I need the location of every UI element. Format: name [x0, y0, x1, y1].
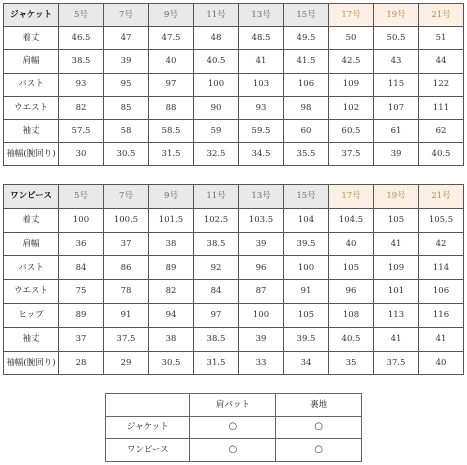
cell: 32.5	[194, 143, 239, 166]
cell: 92	[194, 256, 239, 280]
cell: 122	[419, 73, 464, 96]
table-row	[4, 143, 464, 166]
cell: 84	[59, 256, 104, 280]
cell: 115	[374, 73, 419, 96]
cell: 95	[104, 73, 149, 96]
dress-header-row	[4, 185, 464, 209]
row-label: 肩幅	[4, 50, 59, 73]
cell: 35	[329, 351, 374, 375]
row-label: 着丈	[4, 27, 59, 50]
dress-corner-label: ワンピース	[4, 185, 59, 209]
cell: 91	[104, 303, 149, 327]
cell: 39	[104, 50, 149, 73]
cell: 102.5	[194, 208, 239, 232]
cell: 88	[149, 96, 194, 119]
cell: 51	[419, 27, 464, 50]
jacket-size-table	[3, 3, 464, 166]
row-label: 肩幅	[4, 232, 59, 256]
cell: 30	[59, 143, 104, 166]
cell: 46.5	[59, 27, 104, 50]
cell: 111	[419, 96, 464, 119]
row-label: ウエスト	[4, 96, 59, 119]
cell: 39	[374, 143, 419, 166]
size-header: 9号	[149, 185, 194, 209]
cell: 40.5	[194, 50, 239, 73]
cell: 34.5	[239, 143, 284, 166]
table-row	[4, 50, 464, 73]
cell: 28	[59, 351, 104, 375]
cell: 60	[284, 119, 329, 142]
table-row	[4, 96, 464, 119]
row-label: ワンピース	[106, 439, 190, 462]
cell: 37	[104, 232, 149, 256]
cell: 48.5	[239, 27, 284, 50]
cell: 116	[419, 303, 464, 327]
row-label: ヒップ	[4, 303, 59, 327]
cell: 35.5	[284, 143, 329, 166]
cell: 59.5	[239, 119, 284, 142]
cell: 37.5	[374, 351, 419, 375]
size-header-large: 17号	[329, 185, 374, 209]
cell: 105	[374, 208, 419, 232]
cell: 104	[284, 208, 329, 232]
cell: 96	[329, 280, 374, 304]
table-row	[4, 280, 464, 304]
cell: 102	[329, 96, 374, 119]
size-header-large: 21号	[419, 4, 464, 27]
cell: 84	[194, 280, 239, 304]
cell: 43	[374, 50, 419, 73]
size-header-large: 19号	[374, 4, 419, 27]
cell: 107	[374, 96, 419, 119]
cell: 86	[104, 256, 149, 280]
cell: 37.5	[329, 143, 374, 166]
cell: 41	[374, 232, 419, 256]
cell: 96	[239, 256, 284, 280]
cell: 59	[194, 119, 239, 142]
cell: 93	[59, 73, 104, 96]
cell: 33	[239, 351, 284, 375]
cell: 106	[419, 280, 464, 304]
table-row	[4, 27, 464, 50]
cell: 82	[59, 96, 104, 119]
cell: 109	[329, 73, 374, 96]
size-header: 7号	[104, 4, 149, 27]
cell: 37	[59, 327, 104, 351]
size-header: 5号	[59, 4, 104, 27]
table-row	[4, 208, 464, 232]
features-table	[105, 393, 362, 462]
cell: 40	[149, 50, 194, 73]
cell: 58	[104, 119, 149, 142]
cell: 40	[329, 232, 374, 256]
table-row	[4, 232, 464, 256]
row-label: 袖丈	[4, 119, 59, 142]
cell: 50.5	[374, 27, 419, 50]
table-row	[4, 73, 464, 96]
row-label: 着丈	[4, 208, 59, 232]
cell: 85	[104, 96, 149, 119]
cell: 40.5	[419, 143, 464, 166]
cell: 106	[284, 73, 329, 96]
table-row	[4, 256, 464, 280]
size-header-large: 17号	[329, 4, 374, 27]
cell: 31.5	[194, 351, 239, 375]
cell: 39	[239, 232, 284, 256]
row-label: ジャケット	[106, 416, 190, 439]
table-row	[106, 416, 362, 439]
cell: 40.5	[329, 327, 374, 351]
cell: 113	[374, 303, 419, 327]
row-label: ウエスト	[4, 280, 59, 304]
column-header: 肩パット	[190, 394, 276, 417]
cell: 90	[194, 96, 239, 119]
features-header-row	[106, 394, 362, 417]
cell: 105	[284, 303, 329, 327]
cell: 101.5	[149, 208, 194, 232]
cell: 109	[374, 256, 419, 280]
cell: 39.5	[284, 232, 329, 256]
cell: 37.5	[104, 327, 149, 351]
cell: 29	[104, 351, 149, 375]
size-header: 15号	[284, 185, 329, 209]
cell: 100.5	[104, 208, 149, 232]
cell: 87	[239, 280, 284, 304]
row-label: 袖幅(腕回り)	[4, 351, 59, 375]
cell: 100	[284, 256, 329, 280]
cell: 48	[194, 27, 239, 50]
cell: 89	[149, 256, 194, 280]
cell: 100	[239, 303, 284, 327]
cell: 47	[104, 27, 149, 50]
check-mark: ○	[276, 416, 362, 439]
row-label: バスト	[4, 256, 59, 280]
cell: 108	[329, 303, 374, 327]
check-mark: ○	[276, 439, 362, 462]
features-corner	[106, 394, 190, 417]
row-label: 袖丈	[4, 327, 59, 351]
size-header: 11号	[194, 4, 239, 27]
table-row	[106, 439, 362, 462]
cell: 105.5	[419, 208, 464, 232]
cell: 103.5	[239, 208, 284, 232]
cell: 114	[419, 256, 464, 280]
cell: 41	[374, 327, 419, 351]
cell: 57.5	[59, 119, 104, 142]
row-label: 袖幅(腕回り)	[4, 143, 59, 166]
cell: 91	[284, 280, 329, 304]
jacket-header-row	[4, 4, 464, 27]
size-header: 13号	[239, 4, 284, 27]
cell: 58.5	[149, 119, 194, 142]
cell: 100	[59, 208, 104, 232]
cell: 97	[149, 73, 194, 96]
size-header-large: 19号	[374, 185, 419, 209]
size-header: 15号	[284, 4, 329, 27]
cell: 34	[284, 351, 329, 375]
cell: 62	[419, 119, 464, 142]
cell: 93	[239, 96, 284, 119]
cell: 61	[374, 119, 419, 142]
size-header: 13号	[239, 185, 284, 209]
check-mark: ○	[190, 416, 276, 439]
cell: 105	[329, 256, 374, 280]
size-header: 5号	[59, 185, 104, 209]
table-row	[4, 303, 464, 327]
cell: 40	[419, 351, 464, 375]
cell: 41	[239, 50, 284, 73]
cell: 41.5	[284, 50, 329, 73]
dress-size-table	[3, 184, 464, 375]
cell: 38.5	[194, 327, 239, 351]
jacket-corner-label: ジャケット	[4, 4, 59, 27]
table-row	[4, 119, 464, 142]
cell: 89	[59, 303, 104, 327]
cell: 47.5	[149, 27, 194, 50]
size-header: 9号	[149, 4, 194, 27]
cell: 60.5	[329, 119, 374, 142]
cell: 104.5	[329, 208, 374, 232]
cell: 39.5	[284, 327, 329, 351]
cell: 42.5	[329, 50, 374, 73]
cell: 42	[419, 232, 464, 256]
cell: 38.5	[59, 50, 104, 73]
cell: 30.5	[104, 143, 149, 166]
check-mark: ○	[190, 439, 276, 462]
cell: 44	[419, 50, 464, 73]
cell: 50	[329, 27, 374, 50]
table-row	[4, 351, 464, 375]
cell: 75	[59, 280, 104, 304]
cell: 97	[194, 303, 239, 327]
cell: 36	[59, 232, 104, 256]
cell: 98	[284, 96, 329, 119]
cell: 103	[239, 73, 284, 96]
cell: 39	[239, 327, 284, 351]
size-header: 11号	[194, 185, 239, 209]
cell: 38.5	[194, 232, 239, 256]
cell: 30.5	[149, 351, 194, 375]
column-header: 裏地	[276, 394, 362, 417]
cell: 100	[194, 73, 239, 96]
cell: 94	[149, 303, 194, 327]
cell: 31.5	[149, 143, 194, 166]
size-header-large: 21号	[419, 185, 464, 209]
cell: 41	[419, 327, 464, 351]
cell: 38	[149, 327, 194, 351]
cell: 49.5	[284, 27, 329, 50]
cell: 82	[149, 280, 194, 304]
cell: 101	[374, 280, 419, 304]
row-label: バスト	[4, 73, 59, 96]
size-header: 7号	[104, 185, 149, 209]
cell: 78	[104, 280, 149, 304]
cell: 38	[149, 232, 194, 256]
table-row	[4, 327, 464, 351]
